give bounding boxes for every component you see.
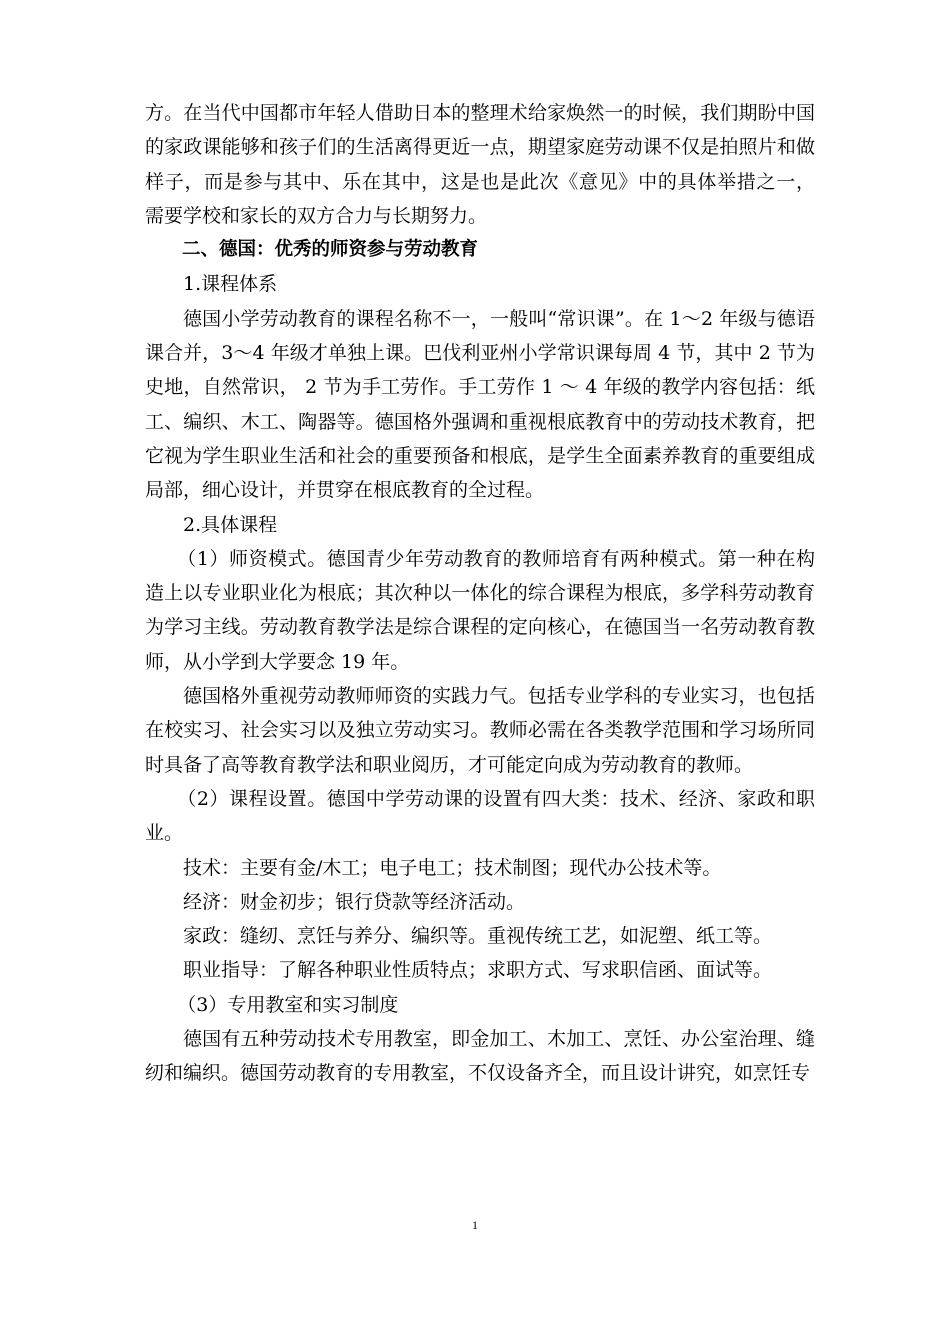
section-heading-germany: 二、德国：优秀的师资参与劳动教育 [182, 239, 479, 261]
paragraph-intro-continued: 方。在当代中国都市年轻人借助日本的整理术给家焕然一的时候，我们期盼中国的家政课能够和孩子们的生活离得更近一点，期望家庭劳动课不仅是拍照片和做样子，而是参与其中、乐在其中，这是也是此次《意见》中的具体举措之一， 需要学校和家长的双方合力与长期努力。 [145, 102, 815, 227]
list-item-home-economics: 家政：缝纫、烹饪与养分、编织等。重视传统工艺，如泥塑、纸工等。 [183, 925, 773, 948]
paragraph-teacher-model: （1）师资模式。德国青少年劳动教育的教师培育有两种模式。第一种在构造上以专业职业化为根底；其次种以一体化的综合课程为根底，多学科劳动教育为学习主线。劳动教育教学法是综合课程的定向核心，在德国当一名劳动教育教师，从小学到大学要念 19 年。 [145, 547, 815, 673]
subheading-classrooms: （3）专用教室和实习制度 [177, 993, 399, 1016]
paragraph-classrooms: 德国有五种劳动技术专用教室，即金加工、木加工、烹饪、办公室治理、缝纫和编织。德国劳动教育的专用教室，不仅设备齐全，而且设计讲究，如烹饪专 [145, 1028, 815, 1085]
page-number: 1 [472, 1218, 478, 1232]
paragraph-course-settings: （2）课程设置。德国中学劳动课的设置有四大类：技术、经济、家政和职业。 [145, 787, 815, 845]
list-item-career-guidance: 职业指导：了解各种职业性质特点；求职方式、写求职信函、面试等。 [183, 959, 773, 982]
list-item-economy: 经济：财金初步；银行贷款等经济活动。 [183, 890, 526, 913]
page-body [145, 96, 815, 1091]
paragraph-course-system: 德国小学劳动教育的课程名称不一，一般叫“常识课”。在 1～2 年级与德语课合并，3～4 年级才单独上课。巴伐利亚州小学常识课每周 4 节，其中 2 节为史地，自然常识， 2 节为手工劳作。手工劳作 1 ～ 4 年级的教学内容包括：纸工、编织、木工、陶器等。德国格外强调和重视根底教育中的劳动技术教育，把它视为学生职业生活和社会的重要预备和根底，是学生全面素养教育的重要组成局部，细心设计，并贯穿在根底教育的全过程。 [145, 307, 815, 502]
subheading-specific-courses: 2.具体课程 [183, 513, 278, 536]
list-item-technology: 技术：主要有金/木工；电子电工；技术制图；现代办公技术等。 [183, 856, 722, 879]
subheading-course-system: 1.课程体系 [183, 273, 278, 296]
paragraph-teacher-practice: 德国格外重视劳动教师师资的实践力气。包括专业学科的专业实习，也包括在校实习、社会实习以及独立劳动实习。教师必需在各类教学范围和学习场所同时具备了高等教育教学法和职业阅历，才可能定向成为劳动教育的教师。 [145, 685, 815, 776]
